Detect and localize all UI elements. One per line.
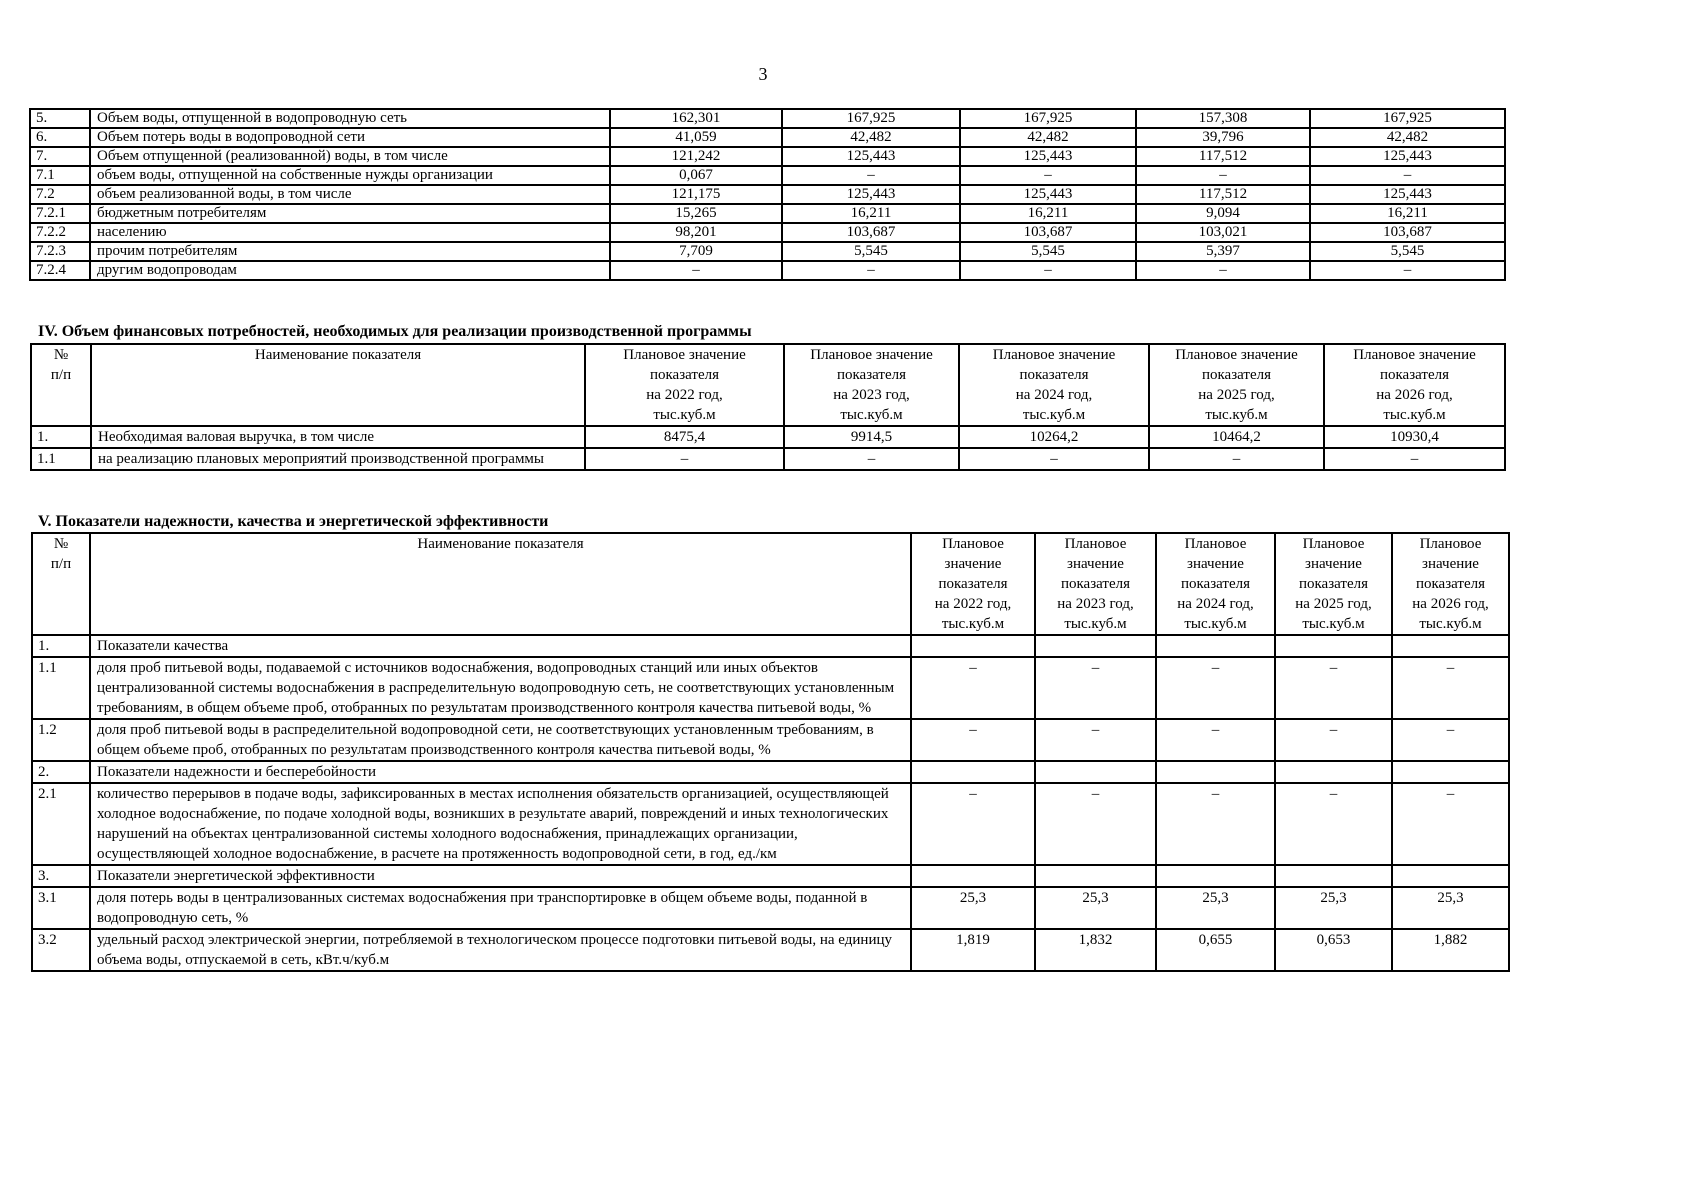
table-row xyxy=(30,109,1505,128)
header-line: показателя xyxy=(1298,576,1369,592)
header-line: тыс.куб.м xyxy=(1205,407,1268,423)
value-cell: 103,687 xyxy=(782,223,960,242)
value-cell: – xyxy=(1136,166,1310,185)
indicator-name: Показатели надежности и бесперебойности xyxy=(90,761,911,783)
header-line: тыс.куб.м xyxy=(941,616,1005,632)
value-cell: 25,3 xyxy=(1156,887,1275,929)
row-number: 1.2 xyxy=(32,719,90,761)
header-line: п/п xyxy=(50,556,72,572)
table-row xyxy=(32,719,1509,761)
header-line: показателя xyxy=(1379,367,1450,383)
header-line: значение xyxy=(1187,556,1244,572)
table-row xyxy=(30,223,1505,242)
table-row xyxy=(30,166,1505,185)
header-line: тыс.куб.м xyxy=(1064,616,1127,632)
value-cell: 167,925 xyxy=(1310,109,1505,128)
table-row xyxy=(30,147,1505,166)
header-num xyxy=(32,533,90,635)
value-cell: 10464,2 xyxy=(1149,426,1324,448)
production-volume-table xyxy=(29,108,1506,281)
table-row xyxy=(32,783,1509,865)
header-line: тыс.куб.м xyxy=(1302,616,1365,632)
value-cell: 0,655 xyxy=(1156,929,1275,971)
header-line: тыс.куб.м xyxy=(1383,407,1446,423)
header-line: на 2025 год, xyxy=(1295,596,1372,612)
value-cell: 39,796 xyxy=(1136,128,1310,147)
header-name: Наименование показателя xyxy=(91,344,585,426)
table-row xyxy=(31,426,1505,448)
table-row xyxy=(30,261,1505,280)
value-cell: – xyxy=(1392,783,1509,865)
value-cell: 167,925 xyxy=(782,109,960,128)
indicator-name: Необходимая валовая выручка, в том числе xyxy=(91,426,585,448)
header-line: значение xyxy=(1422,556,1479,572)
header-line: Плановое xyxy=(1302,536,1365,552)
header-line: на 2022 год, xyxy=(934,596,1012,612)
table-row xyxy=(30,185,1505,204)
value-cell: 42,482 xyxy=(1310,128,1505,147)
value-cell: 15,265 xyxy=(610,204,782,223)
header-line: Плановое xyxy=(942,536,1004,552)
value-cell xyxy=(1156,761,1275,783)
row-number: 3.1 xyxy=(32,887,90,929)
value-cell: 117,512 xyxy=(1136,185,1310,204)
value-cell: – xyxy=(1035,719,1156,761)
header-line: № xyxy=(53,536,69,552)
value-cell xyxy=(1392,761,1509,783)
header-plan-value xyxy=(1275,533,1392,635)
value-cell: – xyxy=(1310,261,1505,280)
value-cell: 42,482 xyxy=(960,128,1136,147)
value-cell: 157,308 xyxy=(1136,109,1310,128)
header-line: значение xyxy=(1305,556,1362,572)
value-cell xyxy=(1392,635,1509,657)
table-row xyxy=(31,448,1505,470)
value-cell: – xyxy=(1035,783,1156,865)
header-plan-value xyxy=(784,344,959,426)
value-cell xyxy=(1275,865,1392,887)
header-plan-value xyxy=(1035,533,1156,635)
value-cell: 8475,4 xyxy=(585,426,784,448)
value-cell: 125,443 xyxy=(1310,185,1505,204)
table-row xyxy=(32,657,1509,719)
value-cell: 25,3 xyxy=(1392,887,1509,929)
value-cell xyxy=(1275,635,1392,657)
indicator-name: другим водопроводам xyxy=(90,261,610,280)
header-plan-value xyxy=(1324,344,1505,426)
value-cell: 162,301 xyxy=(610,109,782,128)
page-number: 3 xyxy=(758,64,768,84)
header-num xyxy=(31,344,91,426)
header-line: показателя xyxy=(1060,576,1131,592)
value-cell: 25,3 xyxy=(911,887,1035,929)
value-cell xyxy=(1156,865,1275,887)
value-cell: – xyxy=(959,448,1149,470)
header-line: на 2024 год, xyxy=(1015,387,1093,403)
header-plan-value xyxy=(585,344,784,426)
header-name: Наименование показателя xyxy=(90,533,911,635)
value-cell: 0,067 xyxy=(610,166,782,185)
value-cell: 10930,4 xyxy=(1324,426,1505,448)
header-line: на 2026 год, xyxy=(1376,387,1453,403)
value-cell xyxy=(1275,761,1392,783)
indicator-name: доля потерь воды в централизованных системах водоснабжения при транспортировке в общем объеме воды, поданной в водопроводную сеть, % xyxy=(90,887,911,929)
header-line: Плановое значение xyxy=(810,347,933,363)
value-cell: 117,512 xyxy=(1136,147,1310,166)
header-plan-value xyxy=(1149,344,1324,426)
value-cell xyxy=(1035,635,1156,657)
header-line: показателя xyxy=(1415,576,1486,592)
indicator-name: населению xyxy=(90,223,610,242)
header-line: показателя xyxy=(836,367,907,383)
indicator-name: прочим потребителям xyxy=(90,242,610,261)
value-cell: 41,059 xyxy=(610,128,782,147)
table-row xyxy=(32,635,1509,657)
value-cell: – xyxy=(1149,448,1324,470)
header-line: Плановое значение xyxy=(992,347,1116,363)
indicator-name: Объем потерь воды в водопроводной сети xyxy=(90,128,610,147)
row-number: 2. xyxy=(32,761,90,783)
value-cell: 121,242 xyxy=(610,147,782,166)
value-cell: 25,3 xyxy=(1035,887,1156,929)
header-line: Плановое значение xyxy=(623,347,746,363)
value-cell: – xyxy=(911,719,1035,761)
value-cell xyxy=(911,635,1035,657)
value-cell: – xyxy=(960,261,1136,280)
row-number: 1.1 xyxy=(32,657,90,719)
table-row xyxy=(32,865,1509,887)
header-line: Плановое xyxy=(1064,536,1127,552)
row-number: 5. xyxy=(30,109,90,128)
value-cell: – xyxy=(911,783,1035,865)
row-number: 6. xyxy=(30,128,90,147)
indicator-name: Объем отпущенной (реализованной) воды, в том числе xyxy=(90,147,610,166)
value-cell: 16,211 xyxy=(960,204,1136,223)
row-number: 1. xyxy=(31,426,91,448)
value-cell: – xyxy=(1392,657,1509,719)
table-row xyxy=(32,761,1509,783)
value-cell: – xyxy=(1275,783,1392,865)
value-cell: – xyxy=(1310,166,1505,185)
value-cell: 121,175 xyxy=(610,185,782,204)
row-number: 7.2.2 xyxy=(30,223,90,242)
header-line: тыс.куб.м xyxy=(1419,616,1482,632)
header-line: Плановое xyxy=(1184,536,1247,552)
value-cell: 9,094 xyxy=(1136,204,1310,223)
value-cell xyxy=(1156,635,1275,657)
header-line: тыс.куб.м xyxy=(653,407,716,423)
indicator-name: Показатели качества xyxy=(90,635,911,657)
value-cell: – xyxy=(1275,657,1392,719)
header-line: тыс.куб.м xyxy=(840,407,903,423)
value-cell: – xyxy=(911,657,1035,719)
value-cell: 167,925 xyxy=(960,109,1136,128)
value-cell: 103,687 xyxy=(960,223,1136,242)
value-cell xyxy=(911,761,1035,783)
table-row xyxy=(30,242,1505,261)
row-number: 3.2 xyxy=(32,929,90,971)
header-plan-value xyxy=(1392,533,1509,635)
value-cell: 7,709 xyxy=(610,242,782,261)
header-line: п/п xyxy=(50,367,72,383)
value-cell: 5,545 xyxy=(960,242,1136,261)
header-line: на 2023 год, xyxy=(833,387,910,403)
value-cell: 1,819 xyxy=(911,929,1035,971)
header-line: на 2025 год, xyxy=(1198,387,1275,403)
indicator-name: бюджетным потребителям xyxy=(90,204,610,223)
header-row xyxy=(32,533,1509,635)
row-number: 7.2.1 xyxy=(30,204,90,223)
table-row xyxy=(30,204,1505,223)
header-line: на 2026 год, xyxy=(1412,596,1489,612)
value-cell: – xyxy=(782,166,960,185)
header-plan-value xyxy=(1156,533,1275,635)
value-cell: 125,443 xyxy=(782,185,960,204)
header-line: № xyxy=(53,347,69,363)
value-cell: – xyxy=(1156,783,1275,865)
row-number: 1. xyxy=(32,635,90,657)
row-number: 7. xyxy=(30,147,90,166)
header-line: показателя xyxy=(649,367,720,383)
header-plan-value xyxy=(911,533,1035,635)
header-line: тыс.куб.м xyxy=(1022,407,1086,423)
header-plan-value xyxy=(959,344,1149,426)
row-number: 2.1 xyxy=(32,783,90,865)
value-cell: 42,482 xyxy=(782,128,960,147)
value-cell: 16,211 xyxy=(782,204,960,223)
table-row xyxy=(32,887,1509,929)
value-cell xyxy=(1392,865,1509,887)
value-cell: 103,021 xyxy=(1136,223,1310,242)
indicator-name: удельный расход электрической энергии, потребляемой в технологическом процессе подготовки питьевой воды, на единицу объема воды, отпускаемой в сеть, кВт.ч/куб.м xyxy=(90,929,911,971)
table-row xyxy=(32,929,1509,971)
value-cell: – xyxy=(1136,261,1310,280)
value-cell xyxy=(1035,865,1156,887)
indicator-name: количество перерывов в подаче воды, зафиксированных в местах исполнения обязательств организацией, осуществляющей холодное водоснабжение, по подаче холодной воды, возникших в результате аварий, повреждений и иных технологических нарушений на объектах централизованной системы холодного водоснабжения, принадлежащих организации, осуществляющей холодное водоснабжение, в расчете на протяженность водопроводной сети, в год, ед./км xyxy=(90,783,911,865)
value-cell: 25,3 xyxy=(1275,887,1392,929)
header-line: значение xyxy=(944,556,1002,572)
indicator-name: доля проб питьевой воды, подаваемой с источников водоснабжения, водопроводных станций или иных объектов централизованной системы водоснабжения в распределительную водопроводную сеть, не соответствующих установленным требованиям, в общем объеме проб, отобранных по результатам производственного контроля качества питьевой воды, % xyxy=(90,657,911,719)
indicator-name: доля проб питьевой воды в распределительной водопроводной сети, не соответствующих установленным требованиям, в общем объеме проб, отобранных по результатам производственного контроля качества питьевой воды, % xyxy=(90,719,911,761)
header-line: Плановое xyxy=(1419,536,1482,552)
financial-needs-table xyxy=(30,343,1506,471)
value-cell: – xyxy=(960,166,1136,185)
value-cell: 125,443 xyxy=(960,147,1136,166)
table-row xyxy=(30,128,1505,147)
value-cell: 1,882 xyxy=(1392,929,1509,971)
value-cell: – xyxy=(610,261,782,280)
value-cell: – xyxy=(1156,657,1275,719)
header-line: тыс.куб.м xyxy=(1184,616,1247,632)
header-line: на 2022 год, xyxy=(646,387,723,403)
header-row xyxy=(31,344,1505,426)
value-cell: – xyxy=(1035,657,1156,719)
value-cell xyxy=(911,865,1035,887)
value-cell: 5,545 xyxy=(782,242,960,261)
value-cell: 16,211 xyxy=(1310,204,1505,223)
value-cell: – xyxy=(1392,719,1509,761)
reliability-quality-table xyxy=(31,532,1510,972)
row-number: 3. xyxy=(32,865,90,887)
value-cell: – xyxy=(1156,719,1275,761)
header-line: показателя xyxy=(1019,367,1089,383)
value-cell: – xyxy=(1324,448,1505,470)
row-number: 7.2.3 xyxy=(30,242,90,261)
header-line: на 2024 год, xyxy=(1177,596,1254,612)
header-line: показателя xyxy=(938,576,1008,592)
indicator-name: Показатели энергетической эффективности xyxy=(90,865,911,887)
value-cell: 125,443 xyxy=(782,147,960,166)
value-cell xyxy=(1035,761,1156,783)
section-4-title: IV. Объем финансовых потребностей, необходимых для реализации производственной программы xyxy=(38,323,752,340)
value-cell: 10264,2 xyxy=(959,426,1149,448)
value-cell: – xyxy=(585,448,784,470)
indicator-name: объем воды, отпущенной на собственные нужды организации xyxy=(90,166,610,185)
indicator-name: Объем воды, отпущенной в водопроводную сеть xyxy=(90,109,610,128)
header-line: показателя xyxy=(1201,367,1272,383)
value-cell: 1,832 xyxy=(1035,929,1156,971)
header-line: значение xyxy=(1067,556,1124,572)
value-cell: 103,687 xyxy=(1310,223,1505,242)
value-cell: 125,443 xyxy=(960,185,1136,204)
value-cell: 9914,5 xyxy=(784,426,959,448)
value-cell: – xyxy=(1275,719,1392,761)
row-number: 1.1 xyxy=(31,448,91,470)
row-number: 7.2.4 xyxy=(30,261,90,280)
value-cell: 98,201 xyxy=(610,223,782,242)
header-line: Плановое значение xyxy=(1353,347,1476,363)
indicator-name: на реализацию плановых мероприятий производственной программы xyxy=(91,448,585,470)
value-cell: 5,397 xyxy=(1136,242,1310,261)
value-cell: 5,545 xyxy=(1310,242,1505,261)
section-5-title: V. Показатели надежности, качества и энергетической эффективности xyxy=(38,513,549,530)
value-cell: – xyxy=(784,448,959,470)
row-number: 7.2 xyxy=(30,185,90,204)
header-line: показателя xyxy=(1180,576,1251,592)
value-cell: 125,443 xyxy=(1310,147,1505,166)
value-cell: 0,653 xyxy=(1275,929,1392,971)
value-cell: – xyxy=(782,261,960,280)
row-number: 7.1 xyxy=(30,166,90,185)
header-line: на 2023 год, xyxy=(1057,596,1134,612)
indicator-name: объем реализованной воды, в том числе xyxy=(90,185,610,204)
header-line: Плановое значение xyxy=(1175,347,1298,363)
